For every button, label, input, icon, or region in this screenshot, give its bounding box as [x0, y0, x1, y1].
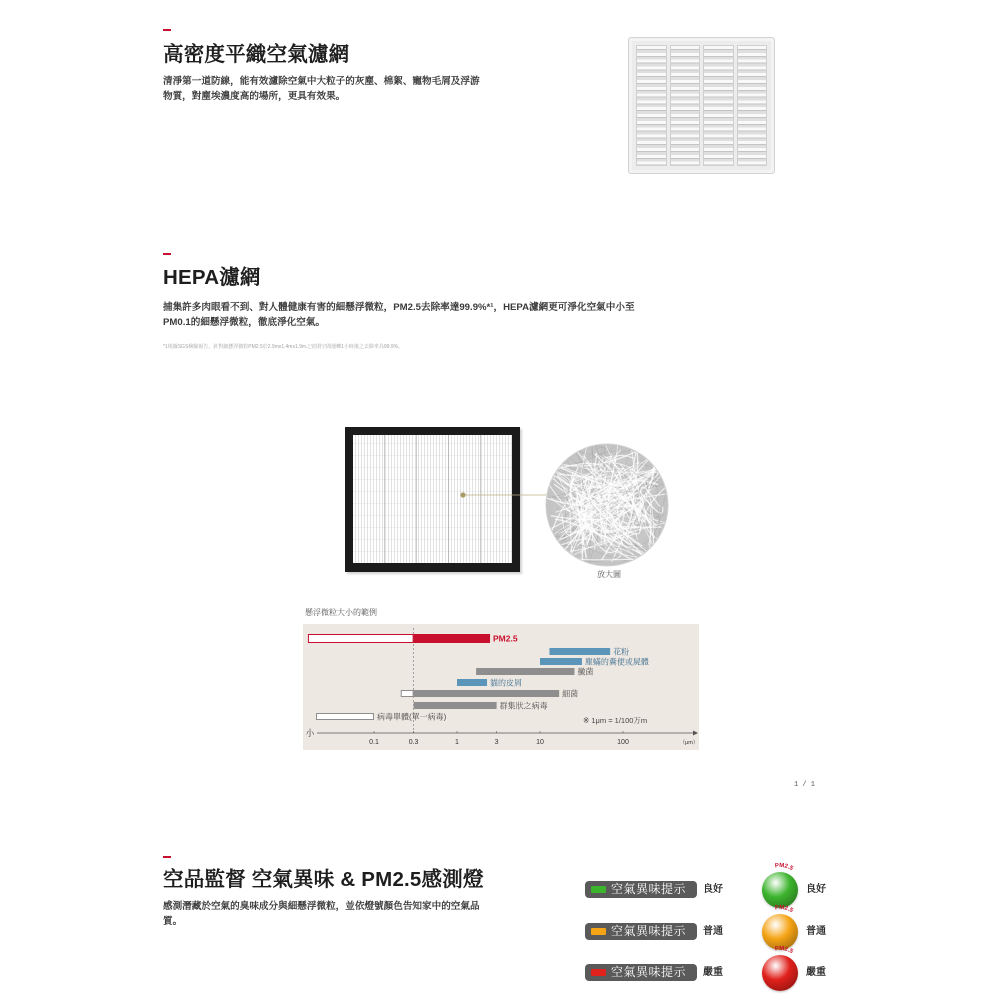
- x-axis-arrow: [693, 731, 698, 736]
- footnote: *1根據SGS檢驗報告，針對細懸浮微粒PM2.5於2.9mx1.4mx1.9m之密閉空間運轉1小時後之去除率為99.9%。: [163, 344, 404, 350]
- bar-label: 病毒單體(單一病毒): [377, 712, 447, 722]
- indicator-row-normal: [585, 904, 835, 943]
- odor-status: 嚴重: [703, 967, 723, 978]
- pm25-arc-text: PM2.5: [774, 904, 794, 915]
- bar-3-segment-0-filled: [476, 668, 574, 675]
- bar-label: PM2.5: [493, 633, 518, 644]
- odor-indicator-label: 空氣異味提示: [611, 965, 687, 979]
- x-tick-label: 100: [617, 739, 629, 746]
- odor-indicator-label: 空氣異味提示: [611, 882, 687, 896]
- description-line: 質。: [163, 915, 183, 927]
- zoom-connector-dot: [460, 492, 465, 497]
- odor-status: 普通: [703, 926, 723, 937]
- pm25-indicator-light: [762, 872, 798, 908]
- magnified-fiber-image: [545, 443, 669, 567]
- odor-status: 良好: [703, 884, 723, 895]
- description-line: PM0.1的細懸浮微粒，徹底淨化空氣。: [163, 317, 326, 328]
- odor-indicator-badge: [585, 881, 697, 898]
- particle-size-chart: [303, 624, 699, 750]
- x-tick-label: 10: [536, 739, 544, 746]
- description-line: 物質，對塵埃濃度高的場所，更具有效果。: [163, 90, 346, 102]
- odor-color-chip: [591, 969, 606, 976]
- x-tick-label: 0.1: [369, 739, 379, 746]
- bar-0-segment-0-outline: [308, 635, 413, 643]
- pm25-status: 普通: [806, 926, 826, 937]
- pm25-indicator-light: [762, 914, 798, 950]
- particle-size-chart-svg: [303, 624, 699, 750]
- x-axis-min-label: 小: [305, 728, 315, 738]
- indicator-row-good: [585, 862, 835, 901]
- bar-1-segment-0-filled: [549, 648, 610, 655]
- bar-label: 黴菌: [577, 667, 594, 677]
- prefilter-mesh-image: [628, 37, 775, 174]
- section-description-air-monitor: [163, 900, 480, 929]
- pm25-arc-text: PM2.5: [774, 862, 794, 873]
- section-accent-mark: [163, 29, 171, 31]
- prefilter-slat-column: [636, 45, 667, 166]
- section-title-prefilter: 高密度平織空氣濾網: [163, 43, 350, 66]
- zoom-caption: 放大圖: [597, 570, 621, 579]
- bar-0-segment-1-filled: [414, 634, 490, 643]
- odor-indicator-badge: [585, 923, 697, 940]
- bar-label: 花粉: [613, 647, 630, 657]
- section-accent-mark: [163, 253, 171, 255]
- odor-indicator-label: 空氣異味提示: [611, 924, 687, 938]
- zoom-connector: [458, 490, 548, 500]
- bar-2-segment-0-filled: [540, 658, 582, 665]
- bar-label: 群集狀之病毒: [499, 701, 548, 711]
- pm25-arc-text: PM2.5: [774, 945, 794, 956]
- x-tick-label: 0.3: [408, 739, 419, 746]
- prefilter-slat-column: [703, 45, 734, 166]
- page-number: 1 / 1: [794, 781, 816, 789]
- prefilter-slat-column: [670, 45, 701, 166]
- chart-title: 懸浮微粒大小的範例: [305, 608, 377, 617]
- description-line: 清淨第一道防線，能有效濾除空氣中大粒子的灰塵、棉絮、寵物毛屑及浮游: [163, 76, 480, 87]
- pm25-arc-label: [775, 863, 795, 873]
- prefilter-slat-column: [737, 45, 768, 166]
- x-tick-label: 3: [494, 739, 499, 746]
- bar-7-segment-0-outline: [316, 714, 373, 720]
- bar-label: 貓的皮屑: [490, 678, 523, 688]
- section-title-air-monitor: 空品監督 空氣異味 & PM2.5感測燈: [163, 868, 484, 891]
- pm25-status: 良好: [806, 884, 826, 895]
- bar-5-segment-1-filled: [414, 690, 560, 697]
- description-line: 感測潛藏於空氣的臭味成分與細懸浮微粒，並依燈號顏色告知家中的空氣品: [163, 901, 480, 912]
- section-description-hepa: [163, 300, 635, 330]
- description-line: 捕集許多肉眼看不到、對人體健康有害的細懸浮微粒，PM2.5去除率達99.9%*¹，HEPA濾網更可淨化空氣中小至: [163, 302, 635, 313]
- bar-6-segment-0-filled: [414, 702, 497, 709]
- odor-color-chip: [591, 928, 606, 935]
- section-description-prefilter: [163, 75, 480, 104]
- chart-note: ※ 1μm = 1/100万m: [583, 716, 648, 725]
- odor-color-chip: [591, 886, 606, 893]
- bar-5-segment-0-outline: [401, 691, 413, 697]
- section-title-hepa: HEPA濾網: [163, 266, 261, 289]
- x-axis-unit: （μm）: [679, 740, 699, 746]
- bar-label: 細菌: [562, 689, 579, 699]
- odor-indicator-badge: [585, 964, 697, 981]
- x-tick-label: 1: [455, 739, 459, 746]
- section-accent-mark: [163, 856, 171, 858]
- pm25-indicator-light: [762, 955, 798, 991]
- pm25-status: 嚴重: [806, 967, 826, 978]
- bar-4-segment-0-filled: [457, 679, 487, 686]
- indicator-row-severe: [585, 945, 835, 984]
- bar-label: 塵蟎的糞便或屍體: [584, 657, 649, 667]
